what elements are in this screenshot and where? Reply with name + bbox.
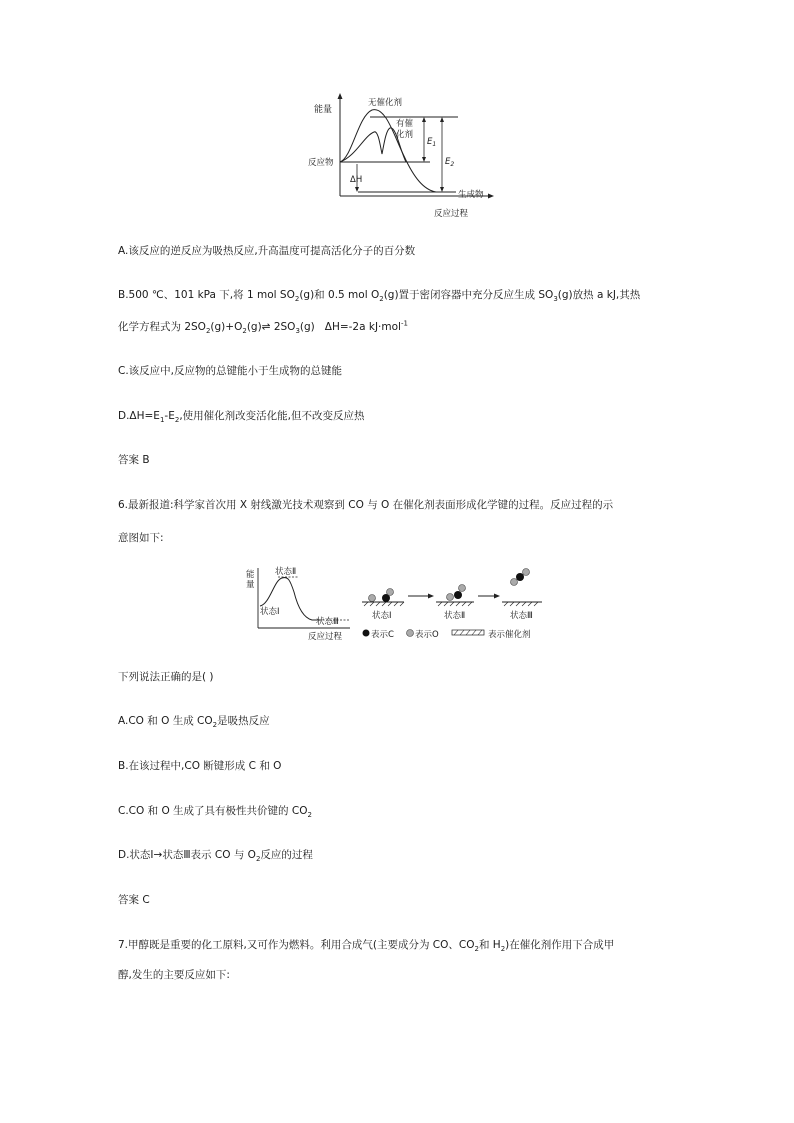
product-label: 生成物	[458, 190, 484, 200]
q6-answer: 答案 C	[118, 894, 150, 906]
state1-label: 状态Ⅰ	[372, 611, 392, 621]
q5-option-d: $D.\Delta H=E_1-E_2$,使用催化剂改变活化能,但不改变反应热	[118, 410, 365, 425]
q6-option-b: B.在该过程中,CO 断键形成 C 和 O	[118, 760, 282, 772]
state3-hatch-6	[534, 602, 538, 606]
arrow-2-head	[494, 594, 500, 599]
state1-hatch-1	[364, 602, 368, 606]
state3-hatch-3	[516, 602, 520, 606]
y-axis-arrow	[338, 93, 343, 99]
arrow-1-head	[428, 594, 434, 599]
state2-hatch-6	[468, 602, 472, 606]
y-axis-label: 能量	[314, 105, 333, 115]
fig2-state2-label: 状态Ⅱ	[275, 567, 297, 577]
legend-c-symbol	[363, 630, 370, 637]
catalyst-label-line2: 化剂	[396, 130, 414, 140]
state3-o-atom-1	[511, 579, 518, 586]
state3-hatch-5	[528, 602, 532, 606]
q7-line1: 7.甲醇既是重要的化工原料,又可作为燃料。利用合成气(主要成分为 CO、$CO_2$和 $H_2$)在催化剂作用下合成甲	[118, 939, 615, 954]
state1-hatch-2	[370, 602, 374, 606]
state1-hatch-3	[376, 602, 380, 606]
state2-c-atom	[454, 591, 462, 599]
fig2-state1-label: 状态Ⅰ	[260, 607, 280, 617]
state1-hatch-4	[382, 602, 386, 606]
q5-option-b-line1: B.500 ℃、101 kPa 下,将 1 mol $SO_2(g)$和 0.5 mol $O_2(g)$置于密闭容器中充分反应生成 $SO_3(g)$放热 a kJ,其热	[118, 289, 641, 304]
q5-option-a: A.该反应的逆反应为吸热反应,升高温度可提高活化分子的百分数	[118, 245, 416, 257]
state3-hatch-2	[510, 602, 514, 606]
legend-catalyst-hatch-2	[460, 630, 464, 635]
state2-co-o-atom	[459, 585, 466, 592]
equilibrium-arrow: ⇌	[261, 321, 271, 333]
legend-catalyst-label: 表示催化剂	[488, 630, 531, 640]
state2-label: 状态Ⅱ	[444, 611, 466, 621]
state1-hatch-7	[400, 602, 404, 606]
state3-c-atom	[516, 573, 524, 581]
legend-catalyst-hatch-5	[478, 630, 482, 635]
q6-option-a: A.CO 和 O 生成 $CO_2$是吸热反应	[118, 715, 270, 730]
e1-arrowhead-bottom	[422, 157, 426, 162]
q6-option-d: D.状态Ⅰ→状态Ⅲ表示 CO 与 $O_2$反应的过程	[118, 849, 313, 864]
reaction-states-diagram	[240, 562, 580, 644]
q5-option-b-line2: 化学方程式为 $2SO_2(g)+O_2(g)\rightleftharpoons$ $2SO_3(g)$ ΔH=-2a kJ·mol$^{-1}$	[118, 319, 408, 336]
legend-catalyst-hatch-3	[466, 630, 470, 635]
state2-hatch-2	[444, 602, 448, 606]
state1-co-o-atom	[387, 589, 394, 596]
q6-option-c: C.CO 和 O 生成了具有极性共价键的 $CO_2$	[118, 805, 312, 820]
fig2-x-axis-label: 反应过程	[308, 632, 343, 642]
q7-line2: 醇,发生的主要反应如下:	[118, 969, 230, 981]
legend-c-label: 表示C	[371, 630, 394, 640]
state3-scene	[502, 569, 542, 622]
legend-catalyst-hatch-1	[454, 630, 458, 635]
state3-hatch-1	[504, 602, 508, 606]
legend-o-symbol	[407, 630, 414, 637]
state2-o-atom	[447, 594, 454, 601]
state1-o-atom	[369, 595, 376, 602]
state1-hatch-6	[394, 602, 398, 606]
e1-label: $E_1$	[427, 137, 437, 148]
fig2-y-label-2: 量	[246, 580, 255, 590]
delta-h-arrowhead	[355, 187, 359, 192]
state2-hatch-1	[438, 602, 442, 606]
no-catalyst-label: 无催化剂	[368, 98, 403, 108]
state2-scene	[436, 585, 474, 622]
energy-diagram-catalyst	[300, 92, 500, 222]
q6-stem-line2: 意图如下:	[118, 532, 164, 544]
state3-label: 状态Ⅲ	[510, 611, 533, 621]
state2-hatch-5	[462, 602, 466, 606]
e1-arrowhead-top	[422, 117, 426, 122]
e2-arrowhead-top	[440, 117, 444, 122]
e2-arrowhead-bottom	[440, 187, 444, 192]
reactant-label: 反应物	[308, 158, 334, 168]
q5-answer: 答案 B	[118, 454, 150, 466]
x-axis-arrow	[488, 194, 494, 199]
fig2-state3-label: 状态Ⅲ	[316, 617, 339, 627]
x-axis-label: 反应过程	[434, 209, 469, 219]
q5-option-c: C.该反应中,反应物的总键能小于生成物的总键能	[118, 365, 343, 377]
state1-hatch-5	[388, 602, 392, 606]
e2-label: $E_2$	[445, 157, 455, 168]
state2-hatch-4	[456, 602, 460, 606]
delta-h-label: ΔH	[350, 175, 363, 185]
state1-scene	[362, 589, 404, 622]
q6-prompt: 下列说法正确的是( )	[118, 671, 214, 683]
fig2-y-label-1: 能	[246, 570, 255, 580]
state3-o-atom-2	[523, 569, 530, 576]
state3-hatch-4	[522, 602, 526, 606]
catalyst-label-line1: 有催	[396, 119, 414, 129]
state2-hatch-3	[450, 602, 454, 606]
legend-o-label: 表示O	[415, 630, 439, 640]
q6-stem-line1: 6.最新报道:科学家首次用 X 射线激光技术观察到 CO 与 O 在催化剂表面形成化学键的过程。反应过程的示	[118, 499, 614, 511]
legend-catalyst-hatch-4	[472, 630, 476, 635]
